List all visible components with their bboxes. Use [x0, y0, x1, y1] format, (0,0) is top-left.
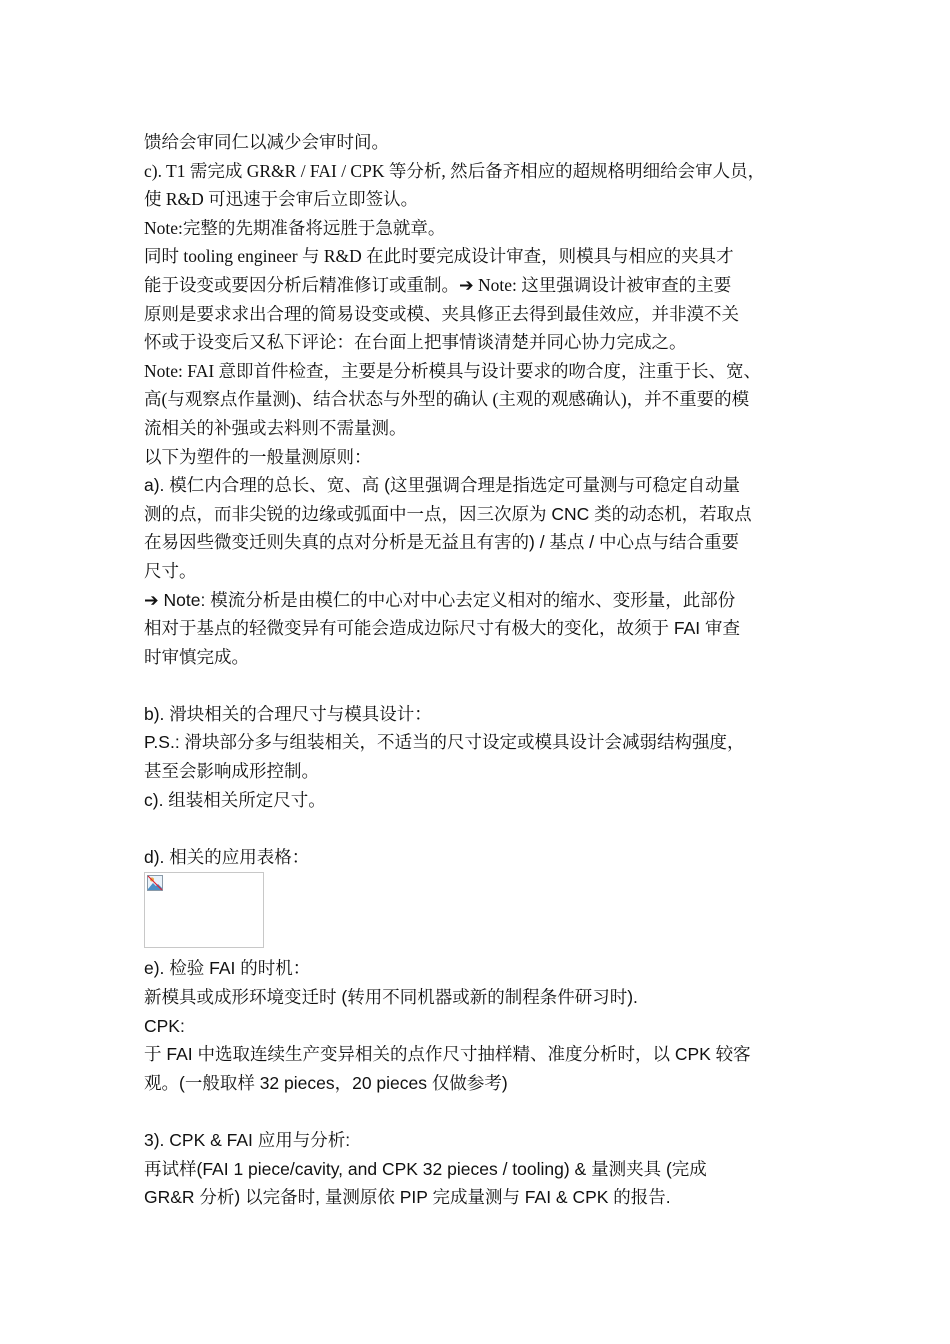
text-line: 新模具或成形环境变迁时 (转用不同机器或新的制程条件研习时).: [144, 987, 638, 1008]
text-line: d). 相关的应用表格：: [144, 846, 310, 867]
text-line: 甚至会影响成形控制。: [144, 761, 319, 782]
text-line: 以下为塑件的一般量测原则：: [144, 446, 372, 467]
text-line: 观。(一般取样 32 pieces，20 pieces 仅做参考): [144, 1072, 508, 1093]
text-line: 3). CPK & FAI 应用与分析:: [144, 1130, 351, 1150]
text-line: ➔ Note: 模流分析是由模仁的中心对中心去定义相对的缩水、变形量，此部份: [144, 589, 736, 610]
text-line: c). T1 需完成 GR&R / FAI / CPK 等分析, 然后备齐相应的超规格明细给会审人员，: [144, 160, 766, 181]
text-line: Note: FAI 意即首件检查，主要是分析模具与设计要求的吻合度，注重于长、宽、: [144, 360, 762, 381]
text-line: 相对于基点的轻微变异有可能会造成边际尺寸有极大的变化，故须于 FAI 审查: [144, 618, 740, 639]
text-line: 怀或于设变后又私下评论：在台面上把事情谈清楚并同心协力完成之。: [144, 332, 687, 353]
text-line: c). 组装相关所定尺寸。: [144, 789, 326, 810]
text-line: GR&R 分析) 以完备时, 量测原依 PIP 完成量测与 FAI & CPK 的报告.: [144, 1187, 671, 1208]
text-line: CPK:: [144, 1015, 185, 1036]
blank-line: [144, 671, 824, 700]
text-line: 再试样(FAI 1 piece/cavity, and CPK 32 pieces / tooling) & 量测夹具 (完成: [144, 1158, 707, 1179]
broken-image-icon: [147, 875, 163, 891]
text-line: 使 R&D 可迅速于会审后立即签认。: [144, 189, 419, 210]
text-line: 于 FAI 中选取连续生产变异相关的点作尺寸抽样精、准度分析时，以 CPK 较客: [144, 1044, 751, 1065]
blank-line: [144, 1097, 824, 1126]
blank-line: [144, 814, 824, 843]
text-line: 测的点，而非尖锐的边缘或弧面中一点，因三次原为 CNC 类的动态机，若取点: [144, 503, 752, 524]
text-line: 馈给会审同仁以减少会审时间。: [144, 132, 389, 152]
text-line: e). 检验 FAI 的时机：: [144, 958, 311, 979]
text-line: 流相关的补强或去料则不需量测。: [144, 417, 407, 438]
document-body: [144, 128, 824, 1212]
text-line: 在易因些微变迁则失真的点对分析是无益且有害的) / 基点 / 中心点与结合重要: [144, 532, 739, 553]
text-line: P.S.: 滑块部分多与组装相关，不适当的尺寸设定或模具设计会减弱结构强度，: [144, 732, 745, 753]
text-line: 能于设变或要因分析后精准修订或重制。➔ Note: 这里强调设计被审查的主要: [144, 274, 732, 295]
text-line: Note:完整的先期准备将远胜于急就章。: [144, 217, 446, 238]
embedded-image-placeholder: [144, 872, 264, 948]
text-line: 原则是要求求出合理的简易设变或模、夹具修正去得到最佳效应，并非漠不关: [144, 303, 739, 324]
text-line: 同时 tooling engineer 与 R&D 在此时要完成设计审查，则模具与相应的夹具才: [144, 246, 734, 267]
text-line: 时审慎完成。: [144, 646, 249, 667]
text-line: b). 滑块相关的合理尺寸与模具设计：: [144, 703, 432, 724]
text-line: 高(与观察点作量测)、结合状态与外型的确认 (主观的观感确认)，并不重要的模: [144, 389, 750, 410]
text-line: 尺寸。: [144, 560, 197, 581]
text-line: a). 模仁内合理的总长、宽、高 (这里强调合理是指选定可量测与可稳定自动量: [144, 475, 740, 496]
